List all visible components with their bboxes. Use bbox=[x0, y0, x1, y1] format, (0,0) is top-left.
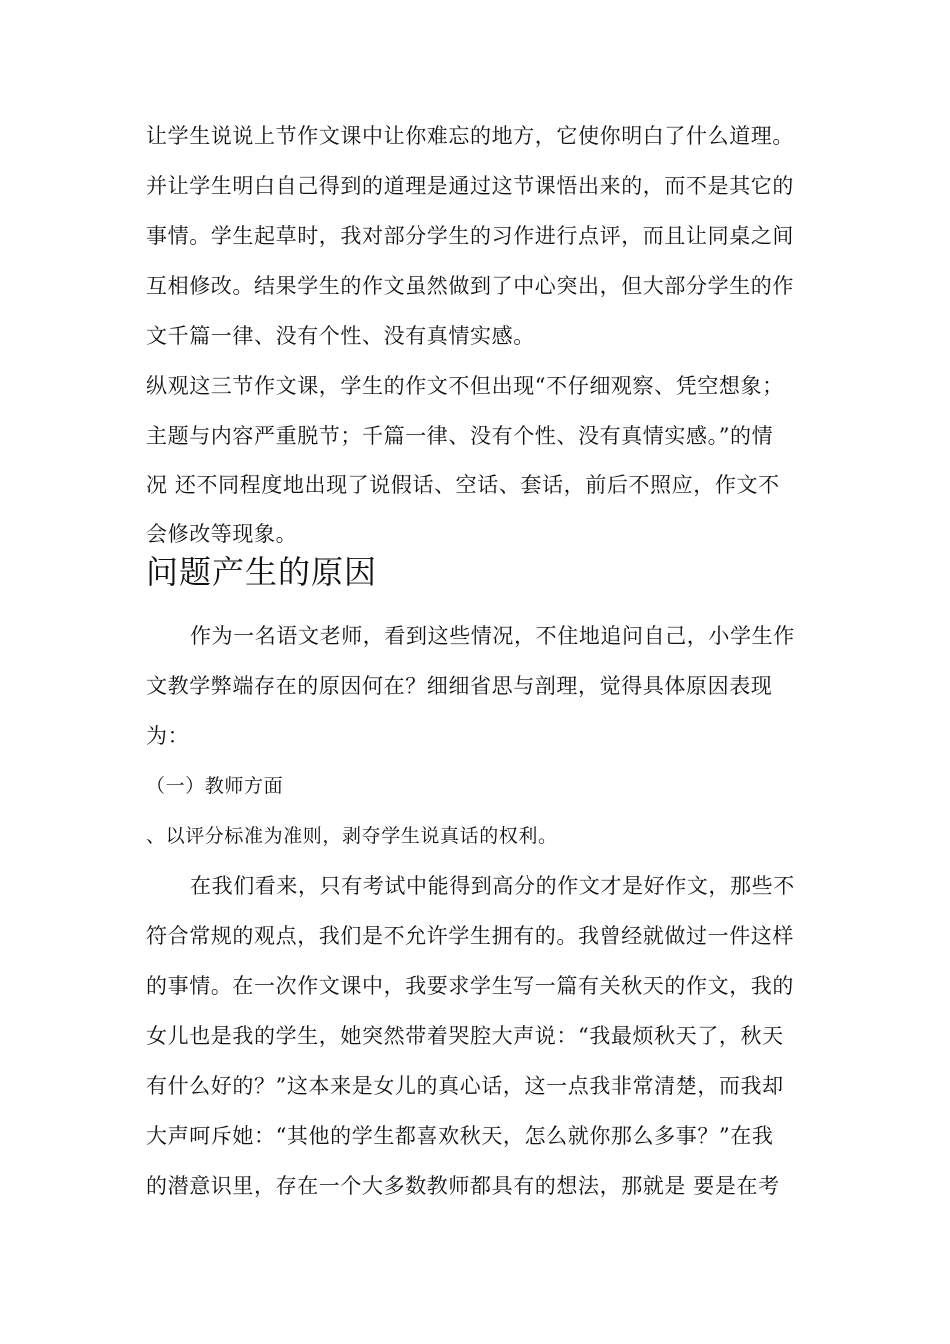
paragraph-4-line-1: 在我们看来，只有考试中能得到高分的作文才是好作文，那些不 bbox=[190, 874, 795, 898]
paragraph-2-line-2: 主题与内容严重脱节；千篇一律、没有个性、没有真情实感。”的情 bbox=[146, 424, 774, 448]
paragraph-4-line-6: 大声呵斥她：“其他的学生都喜欢秋天，怎么就你那么多事？”在我 bbox=[146, 1124, 774, 1148]
paragraph-4-line-3: 的事情。在一次作文课中，我要求学生写一篇有关秋天的作文，我的 bbox=[146, 974, 794, 998]
paragraph-1-line-1: 让学生说说上节作文课中让你难忘的地方，它使你明白了什么道理。 bbox=[146, 124, 794, 148]
paragraph-2-line-3: 况 还不同程度地出现了说假话、空话、套话，前后不照应，作文不 bbox=[146, 473, 780, 497]
subheading-teacher-aspect: （一）教师方面 bbox=[146, 775, 284, 797]
paragraph-4-line-7: 的潜意识里，存在一个大多数教师都具有的想法，那就是 要是在考 bbox=[146, 1174, 780, 1198]
paragraph-4-line-2: 符合常规的观点，我们是不允许学生拥有的。我曾经就做过一件这样 bbox=[146, 924, 794, 948]
paragraph-1-line-2: 并让学生明白自己得到的道理是通过这节课悟出来的，而不是其它的 bbox=[146, 174, 794, 198]
paragraph-3-line-2: 文教学弊端存在的原因何在？细细省思与剖理，觉得具体原因表现 bbox=[146, 674, 773, 698]
paragraph-1-line-3: 事情。学生起草时，我对部分学生的习作进行点评，而且让同桌之间 bbox=[146, 224, 794, 248]
paragraph-1-line-4: 互相修改。结果学生的作文虽然做到了中心突出，但大部分学生的作 bbox=[146, 274, 794, 298]
paragraph-2-line-4: 会修改等现象。 bbox=[146, 522, 298, 546]
paragraph-4-line-4: 女儿也是我的学生，她突然带着哭腔大声说：“我最烦秋天了，秋天 bbox=[146, 1024, 784, 1048]
paragraph-1-line-5: 文千篇一律、没有个性、没有真情实感。 bbox=[146, 324, 535, 348]
paragraph-4-line-5: 有什么好的？”这本来是女儿的真心话，这一点我非常清楚，而我却 bbox=[146, 1074, 784, 1098]
paragraph-3-line-1: 作为一名语文老师，看到这些情况，不住地追问自己，小学生作 bbox=[190, 624, 795, 648]
section-heading: 问题产生的原因 bbox=[146, 553, 378, 591]
paragraph-3-line-3: 为： bbox=[146, 724, 190, 748]
paragraph-2-line-1: 纵观这三节作文课，学生的作文不但出现“不仔细观察、凭空想象； bbox=[146, 374, 784, 398]
subheading-scoring-standard: 、以评分标准为准则，剥夺学生说真话的权利。 bbox=[146, 825, 558, 847]
